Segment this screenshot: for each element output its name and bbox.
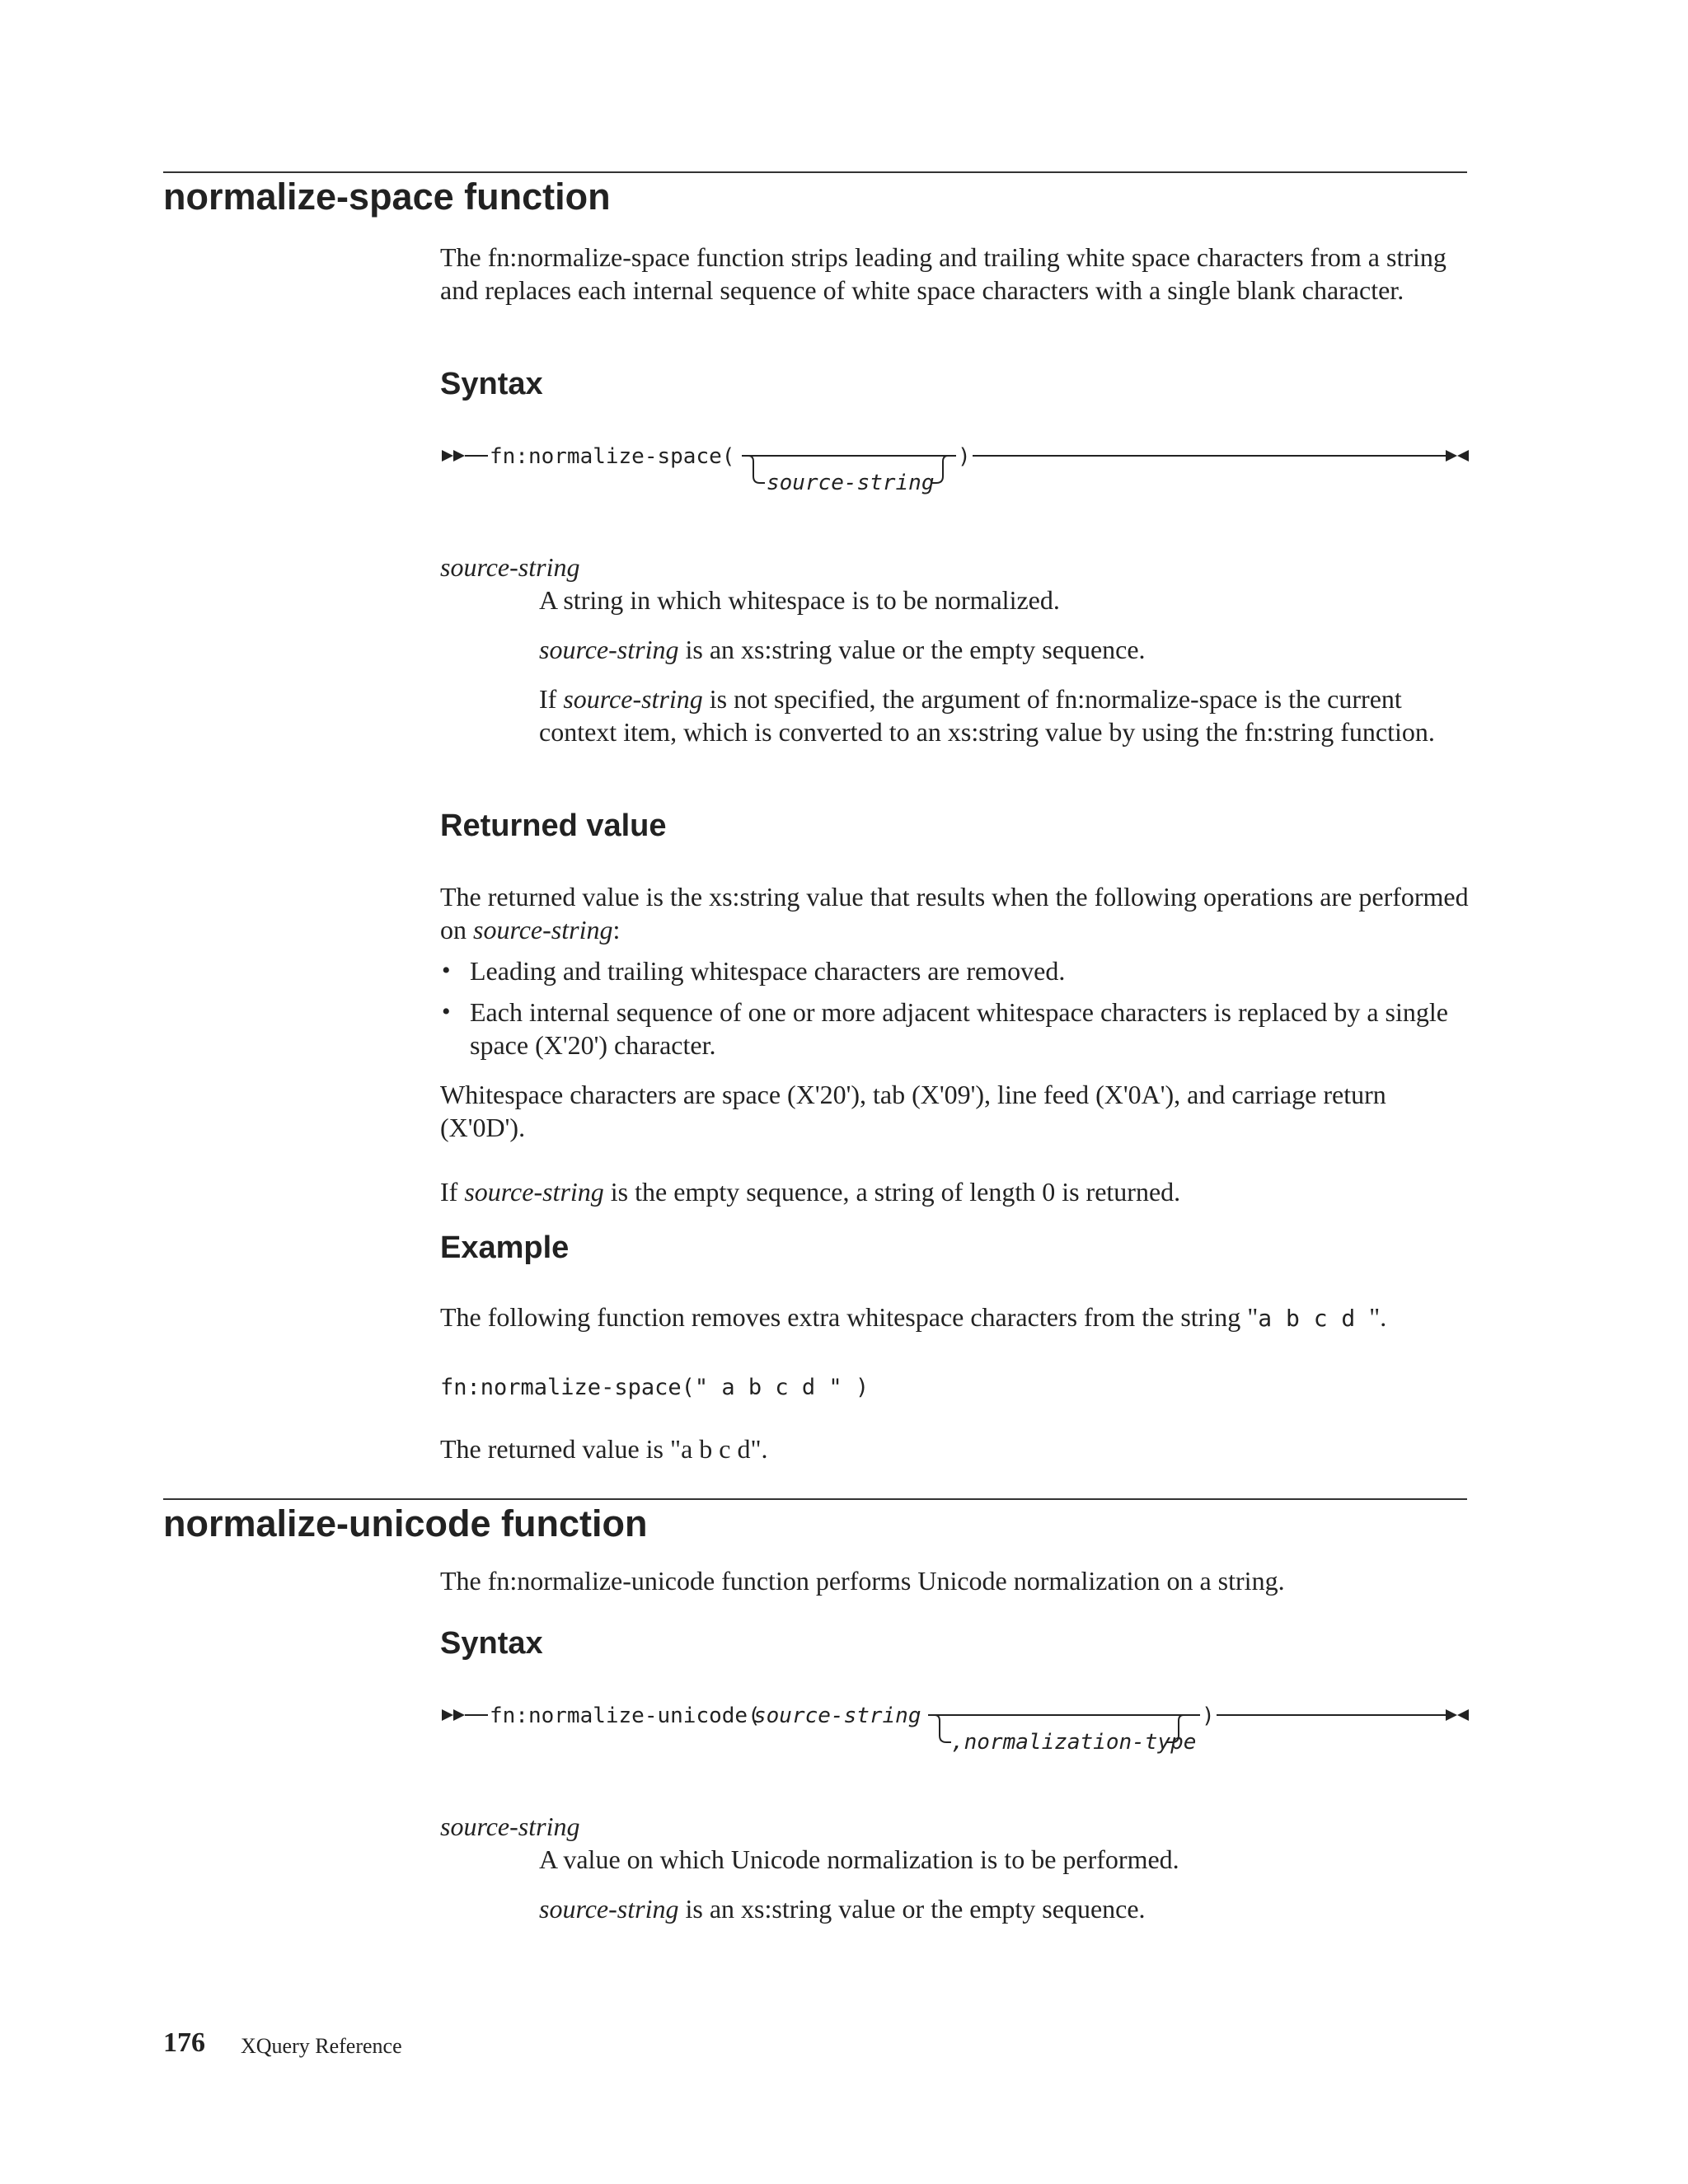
page-number: 176 <box>163 2027 205 2058</box>
intro-paragraph: The fn:normalize-space function strips leading and trailing white space characters from a string and replaces each internal sequence of white space characters with a single blank character. <box>440 242 1447 305</box>
diagram-required-arg: source-string <box>753 1704 921 1728</box>
diagram-function-name: fn:normalize-space( <box>490 444 735 469</box>
section-title: normalize-space function <box>163 176 611 218</box>
operations-list <box>440 954 1470 1062</box>
diagram-end-arrow <box>1446 1709 1457 1721</box>
section-title: normalize-unicode function <box>163 1502 648 1544</box>
document-title: XQuery Reference <box>241 2034 402 2058</box>
returned-value-heading: Returned value <box>440 808 667 843</box>
section-divider <box>163 1498 1467 1500</box>
syntax-diagram <box>437 432 1475 506</box>
syntax-diagram <box>437 1691 1475 1765</box>
whitespace-definition: Whitespace characters are space (X'20'), tab (X'09'), line feed (X'0A'), and carriage return (X'0D'). <box>440 1080 1386 1142</box>
intro-paragraph: The fn:normalize-unicode function performs Unicode normalization on a string. <box>440 1566 1285 1596</box>
syntax-heading: Syntax <box>440 367 543 401</box>
diagram-start-arrow <box>442 1709 453 1721</box>
param-default-note: If source-string is not specified, the argument of fn:normalize-space is the current context item, which is converted to an xs:string value by using the fn:string function. <box>539 684 1435 747</box>
section-divider <box>163 171 1467 173</box>
param-type-note: source-string is an xs:string value or the empty sequence. <box>539 635 1146 664</box>
param-term: source-string <box>440 1811 580 1841</box>
param-term: source-string <box>440 552 580 582</box>
diagram-optional-arg: ,normalization-type <box>951 1730 1197 1755</box>
returned-intro: The returned value is the xs:string value that results when the following operations are performed on source-string: <box>440 882 1469 944</box>
syntax-heading: Syntax <box>440 1626 543 1661</box>
empty-sequence-note: If source-string is the empty sequence, a string of length 0 is returned. <box>440 1177 1181 1207</box>
example-description: The following function removes extra whitespace characters from the string "a b c d ". <box>440 1302 1387 1332</box>
list-item: • Leading and trailing whitespace characters are removed. <box>440 954 1470 987</box>
example-heading: Example <box>440 1230 570 1265</box>
diagram-close-paren: ) <box>958 444 971 469</box>
diagram-start-arrow <box>442 450 453 462</box>
param-description: A string in which whitespace is to be normalized. <box>539 585 1060 615</box>
example-result: The returned value is "a b c d". <box>440 1434 768 1464</box>
diagram-function-name: fn:normalize-unicode( <box>490 1704 761 1728</box>
param-type-note: source-string is an xs:string value or the empty sequence. <box>539 1894 1146 1924</box>
list-item: • Each internal sequence of one or more adjacent whitespace characters is replaced by a single space (X'20') character. <box>440 996 1470 1062</box>
diagram-optional-arg: source-string <box>767 471 935 495</box>
example-code: fn:normalize-space(" a b c d " ) <box>440 1375 870 1400</box>
diagram-close-paren: ) <box>1202 1704 1215 1728</box>
diagram-end-arrow <box>1446 450 1457 462</box>
param-description: A value on which Unicode normalization is to be performed. <box>539 1844 1179 1874</box>
